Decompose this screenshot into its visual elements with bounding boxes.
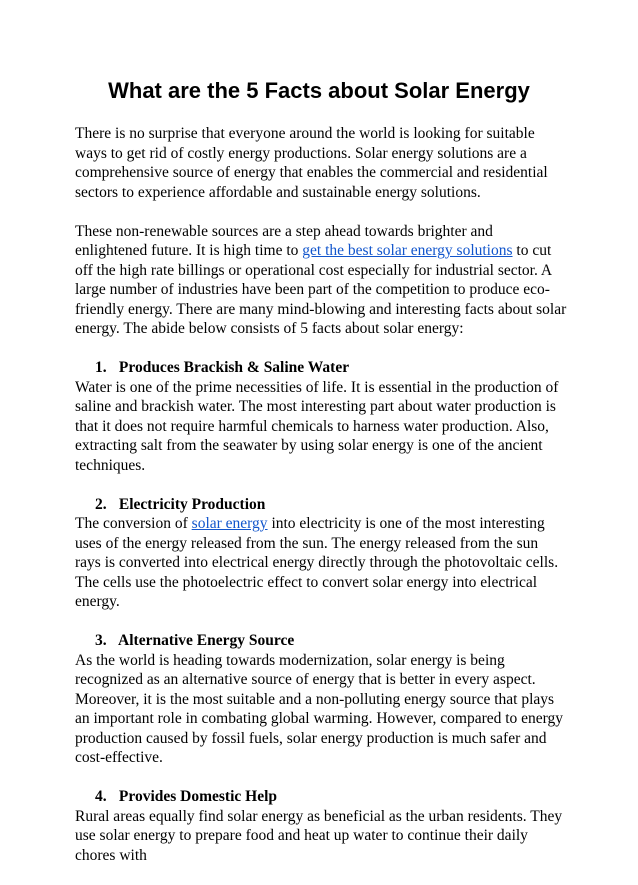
fact-number: 3. bbox=[95, 632, 107, 649]
fact-number: 4. bbox=[95, 788, 107, 805]
solar-energy-link[interactable]: solar energy bbox=[191, 515, 268, 532]
fact-heading bbox=[75, 358, 567, 378]
fact-body-text-before-link: The conversion of bbox=[75, 515, 192, 532]
fact-number: 1. bbox=[95, 359, 107, 376]
fact-3 bbox=[75, 631, 567, 768]
fact-heading bbox=[75, 631, 567, 651]
fact-body: Rural areas equally find solar energy as beneficial as the urban residents. They use solar energy to prepare food and heat up water to continue their daily chores with bbox=[75, 807, 563, 864]
fact-body-text-after-link: into electricity is one of the most interesting uses of the energy released from the sun. The energy released from the sun rays is converted into electrical energy directly through the photovoltaic cells. The cells use the photoelectric effect to convert solar energy into electrical energy. bbox=[75, 515, 559, 610]
fact-heading-text: Alternative Energy Source bbox=[118, 632, 295, 649]
fact-body: As the world is heading towards modernization, solar energy is being recognized as an alternative source of energy that is better in every aspect. Moreover, it is the most suitable and a non-polluting energy source that plays an important role in combating global warming. However, compared to energy production caused by fossil fuels, solar energy production is much safer and cost-effective. bbox=[75, 651, 564, 766]
fact-number: 2. bbox=[95, 495, 107, 513]
best-solar-solutions-link[interactable]: get the best solar energy solutions bbox=[302, 242, 513, 259]
fact-body bbox=[75, 514, 567, 612]
fact-heading-text: Provides Domestic Help bbox=[118, 788, 278, 805]
fact-1 bbox=[75, 358, 567, 475]
fact-heading bbox=[75, 787, 567, 807]
second-paragraph-text-before-link: These non-renewable sources are a step ahead towards brighter and enlightened future. It is high time to bbox=[75, 222, 493, 259]
document-body bbox=[75, 124, 567, 885]
fact-heading-text: Produces Brackish & Saline Water bbox=[118, 359, 350, 376]
fact-heading-text: Electricity Production bbox=[118, 495, 266, 513]
second-paragraph-text-after-link: to cut off the high rate billings or operational cost especially for industrial sector. A large number of industries have been part of the competition to produce eco-friendly energy. There are many mind-blowing and interesting facts about solar energy. The abide below consists of 5 facts about solar energy: bbox=[75, 242, 567, 337]
intro-paragraph: There is no surprise that everyone around the world is looking for suitable ways to get rid of costly energy productions. Solar energy solutions are a comprehensive source of energy that enables the commercial and residential sectors to experience affordable and sustainable energy solutions. bbox=[75, 125, 548, 201]
fact-body: Water is one of the prime necessities of life. It is essential in the production of saline and brackish water. The most interesting part about water production is that it does not require harmful chemicals to harness water production. Also, extracting salt from the seawater by using solar energy is one of the ancient techniques. bbox=[75, 378, 559, 474]
fact-2 bbox=[75, 495, 567, 612]
fact-4 bbox=[75, 787, 567, 865]
second-paragraph bbox=[75, 222, 567, 339]
fact-heading bbox=[75, 495, 567, 515]
page-title: What are the 5 Facts about Solar Energy bbox=[108, 78, 530, 103]
